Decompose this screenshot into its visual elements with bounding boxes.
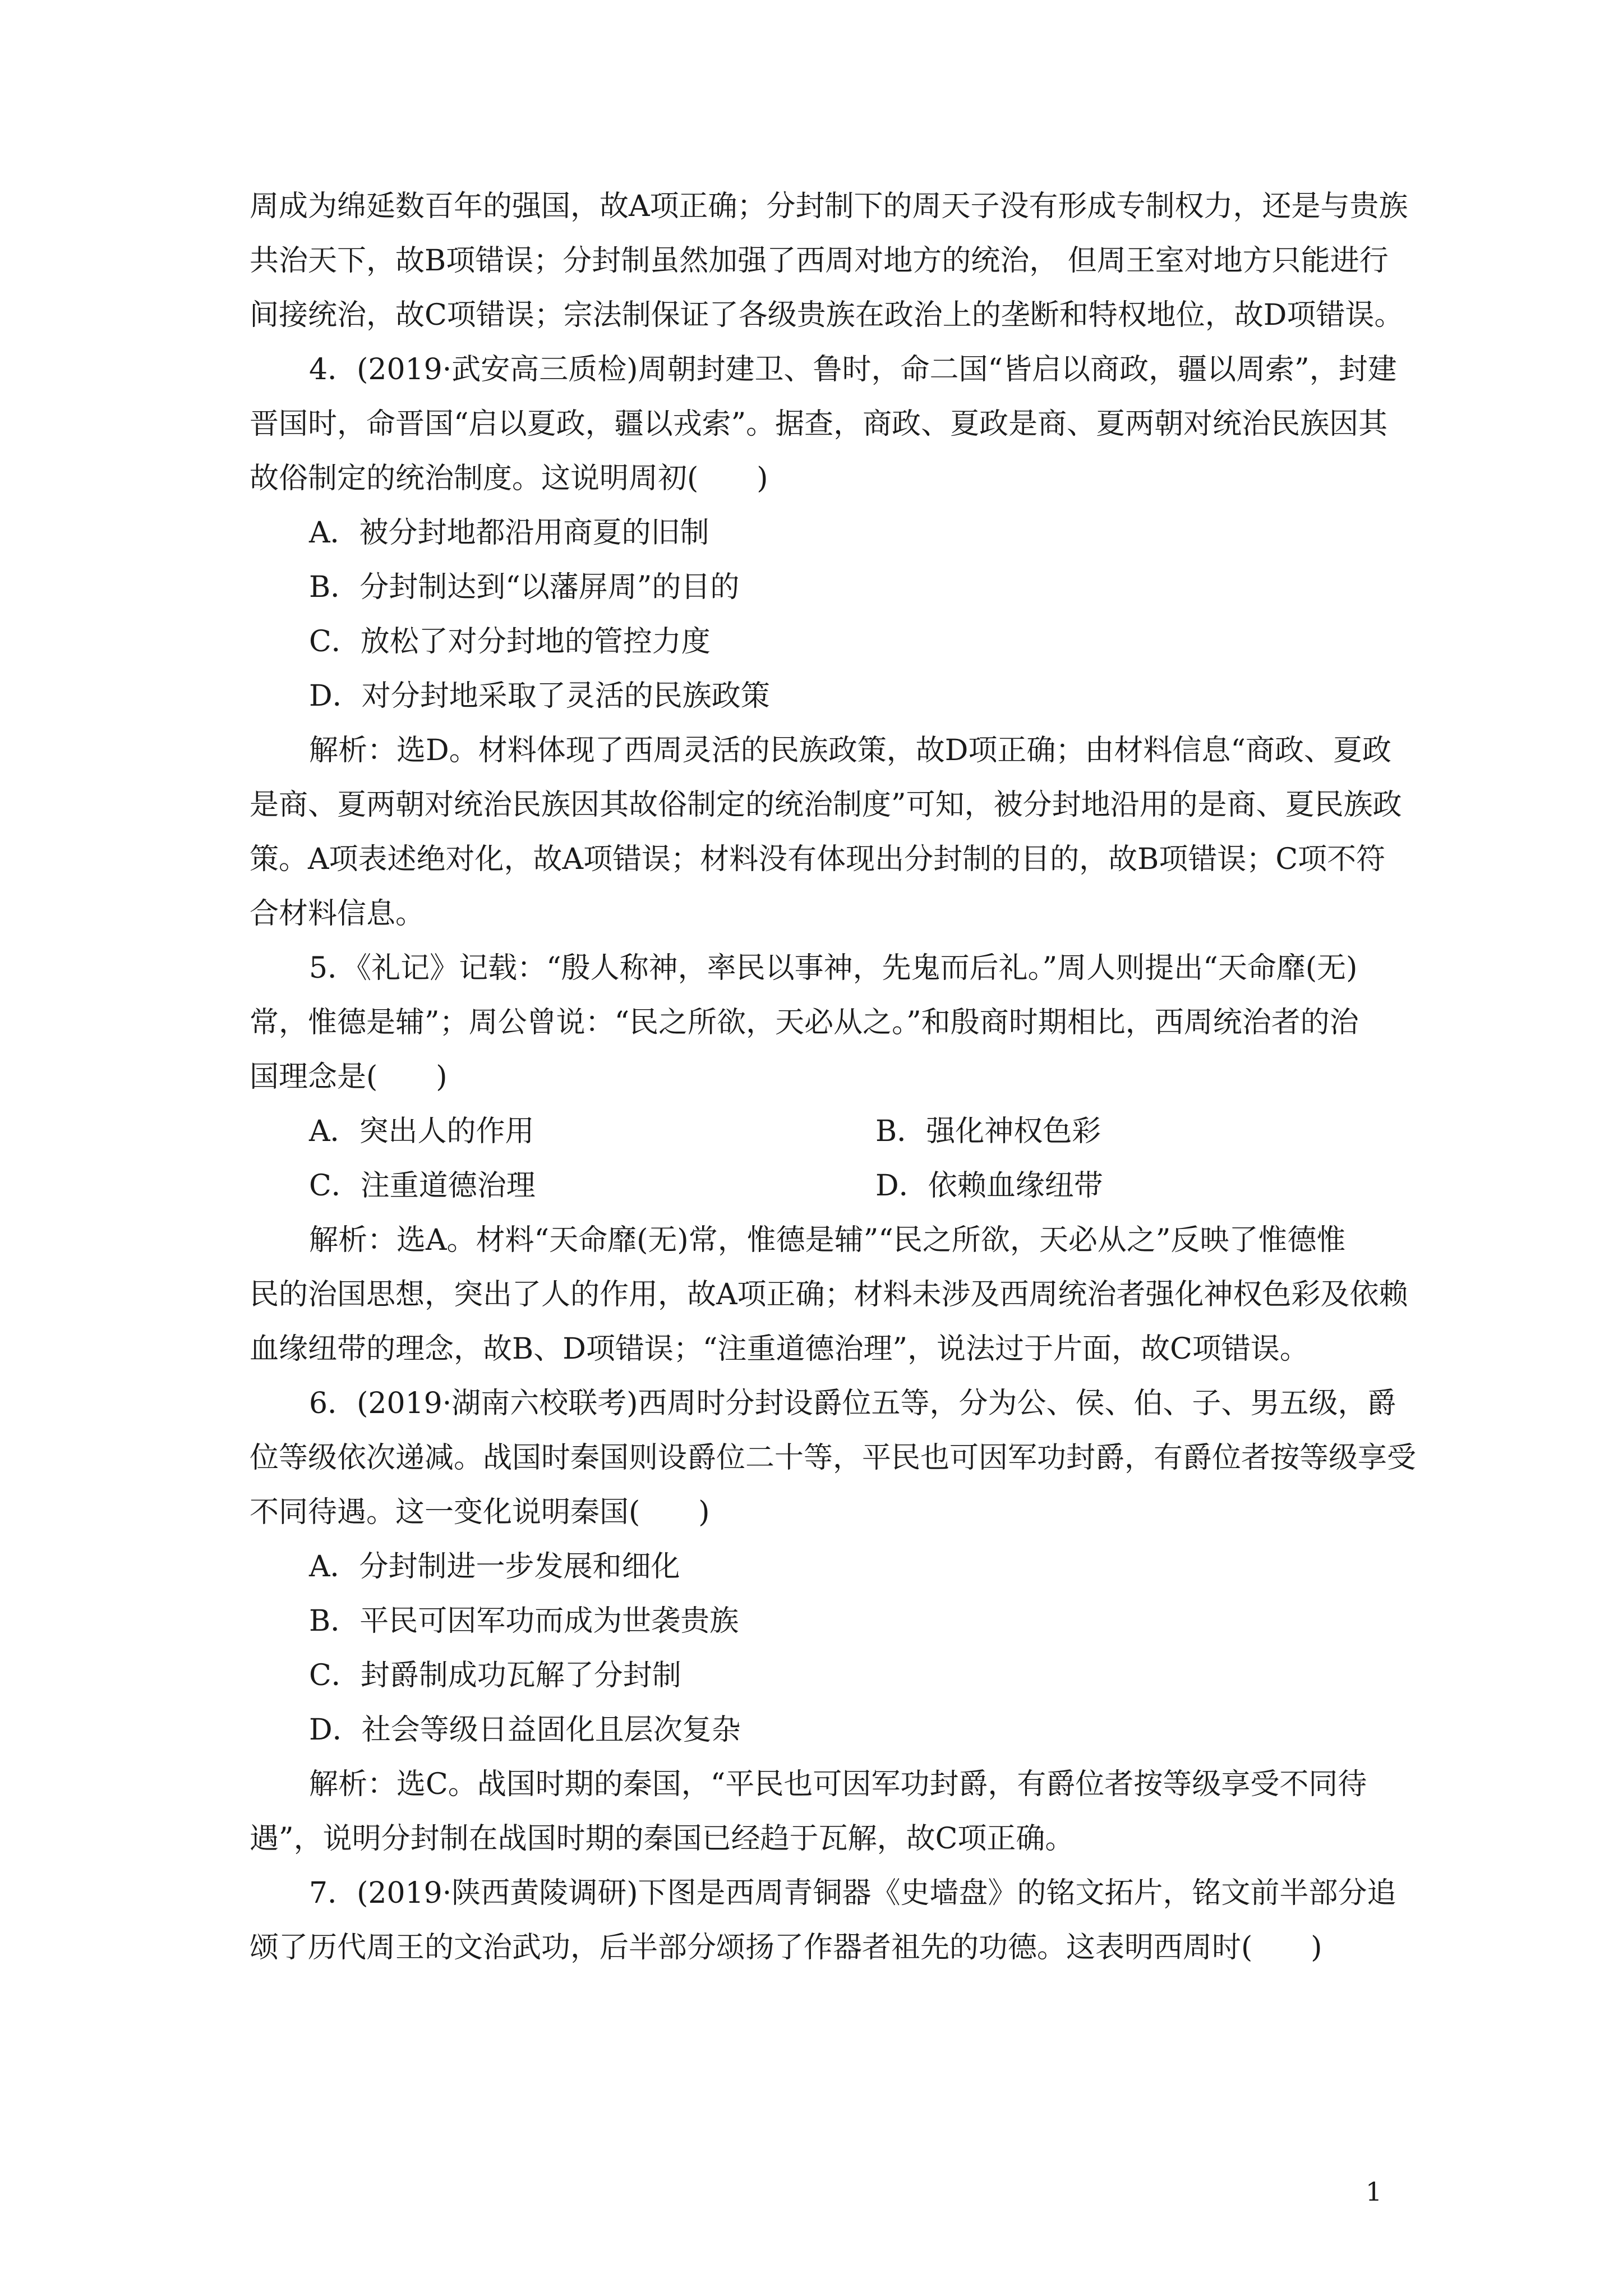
- analysis-4: 解析：选D。材料体现了西周灵活的民族政策，故D项正确；由材料信息“商政、夏政: [309, 734, 1391, 767]
- option-b: B．强化神权色彩: [875, 1115, 1101, 1148]
- option-a: A．突出人的作用: [309, 1115, 534, 1148]
- option-d: D．对分封地采取了灵活的民族政策: [309, 679, 770, 713]
- options-row-cd: [250, 1159, 1382, 1213]
- text-line: 故俗制定的统治制度。这说明周初( ): [250, 462, 768, 495]
- option-b: B．分封制达到“以藩屏周”的目的: [309, 570, 740, 604]
- page-content: [250, 180, 1417, 1975]
- option-a: A．被分封地都沿用商夏的旧制: [309, 516, 709, 550]
- option-c: C．封爵制成功瓦解了分封制: [309, 1659, 681, 1692]
- option-c: C．放松了对分封地的管控力度: [309, 625, 711, 659]
- analysis-5: 解析：选A。材料“天命靡(无)常，惟德是辅”“民之所欲，天必从之”反映了惟德惟: [309, 1223, 1346, 1257]
- text-line: 间接统治，故C项错误；宗法制保证了各级贵族在政治上的垄断和特权地位，故D项错误。: [250, 298, 1404, 332]
- text-line: 晋国时，命晋国“启以夏政，疆以戎索”。据查，商政、夏政是商、夏两朝对统治民族因其: [250, 407, 1388, 441]
- text-line: 颂了历代周王的文治武功，后半部分颂扬了作器者祖先的功德。这表明西周时( ): [250, 1931, 1322, 1964]
- text-line: 周成为绵延数百年的强国，故A项正确；分封制下的周天子没有形成专制权力，还是与贵族: [250, 190, 1408, 223]
- options-row-ab: [250, 1105, 1382, 1159]
- text-line: 是商、夏两朝对统治民族因其故俗制定的统治制度”可知，被分封地沿用的是商、夏民族政: [250, 788, 1402, 822]
- option-d: D．依赖血缘纽带: [875, 1169, 1103, 1203]
- text-line: 国理念是( ): [250, 1060, 448, 1094]
- analysis-6: 解析：选C。战国时期的秦国，“平民也可因军功封爵，有爵位者按等级享受不同待: [309, 1768, 1367, 1801]
- text-line: 共治天下，故B项错误；分封制虽然加强了西周对地方的统治， 但周王室对地方只能进行: [250, 244, 1389, 278]
- text-line: 不同待遇。这一变化说明秦国( ): [250, 1496, 710, 1529]
- option-b: B．平民可因军功而成为世袭贵族: [309, 1604, 739, 1638]
- text-line: 血缘纽带的理念，故B、D项错误；“注重道德治理”，说法过于片面，故C项错误。: [250, 1332, 1309, 1366]
- text-line: 遇”，说明分封制在战国时期的秦国已经趋于瓦解，故C项正确。: [250, 1822, 1075, 1856]
- question-4-stem: 4．(2019·武安高三质检)周朝封建卫、鲁时，命二国“皆启以商政，疆以周索”，封建: [309, 353, 1397, 386]
- question-5-stem: 5．《礼记》记载：“殷人称神，率民以事神，先鬼而后礼。”周人则提出“天命靡(无): [309, 951, 1358, 985]
- text-line: 常，惟德是辅”；周公曾说：“民之所欲，天必从之。”和殷商时期相比，西周统治者的治: [250, 1006, 1359, 1039]
- page-number: 1: [1366, 2177, 1382, 2207]
- text-line: 民的治国思想，突出了人的作用，故A项正确；材料未涉及西周统治者强化神权色彩及依赖: [250, 1278, 1408, 1312]
- option-d: D．社会等级日益固化且层次复杂: [309, 1713, 741, 1747]
- option-a: A．分封制进一步发展和细化: [309, 1550, 680, 1584]
- option-c: C．注重道德治理: [309, 1169, 536, 1203]
- text-line: 位等级依次递减。战国时秦国则设爵位二十等，平民也可因军功封爵，有爵位者按等级享受: [250, 1441, 1417, 1475]
- text-line: 合材料信息。: [250, 897, 425, 931]
- question-7-stem: 7．(2019·陕西黄陵调研)下图是西周青铜器《史墙盘》的铭文拓片，铭文前半部分追: [309, 1876, 1396, 1910]
- text-line: 策。A项表述绝对化，故A项错误；材料没有体现出分封制的目的，故B项错误；C项不符: [250, 843, 1386, 876]
- question-6-stem: 6．(2019·湖南六校联考)西周时分封设爵位五等，分为公、侯、伯、子、男五级，爵: [309, 1387, 1396, 1420]
